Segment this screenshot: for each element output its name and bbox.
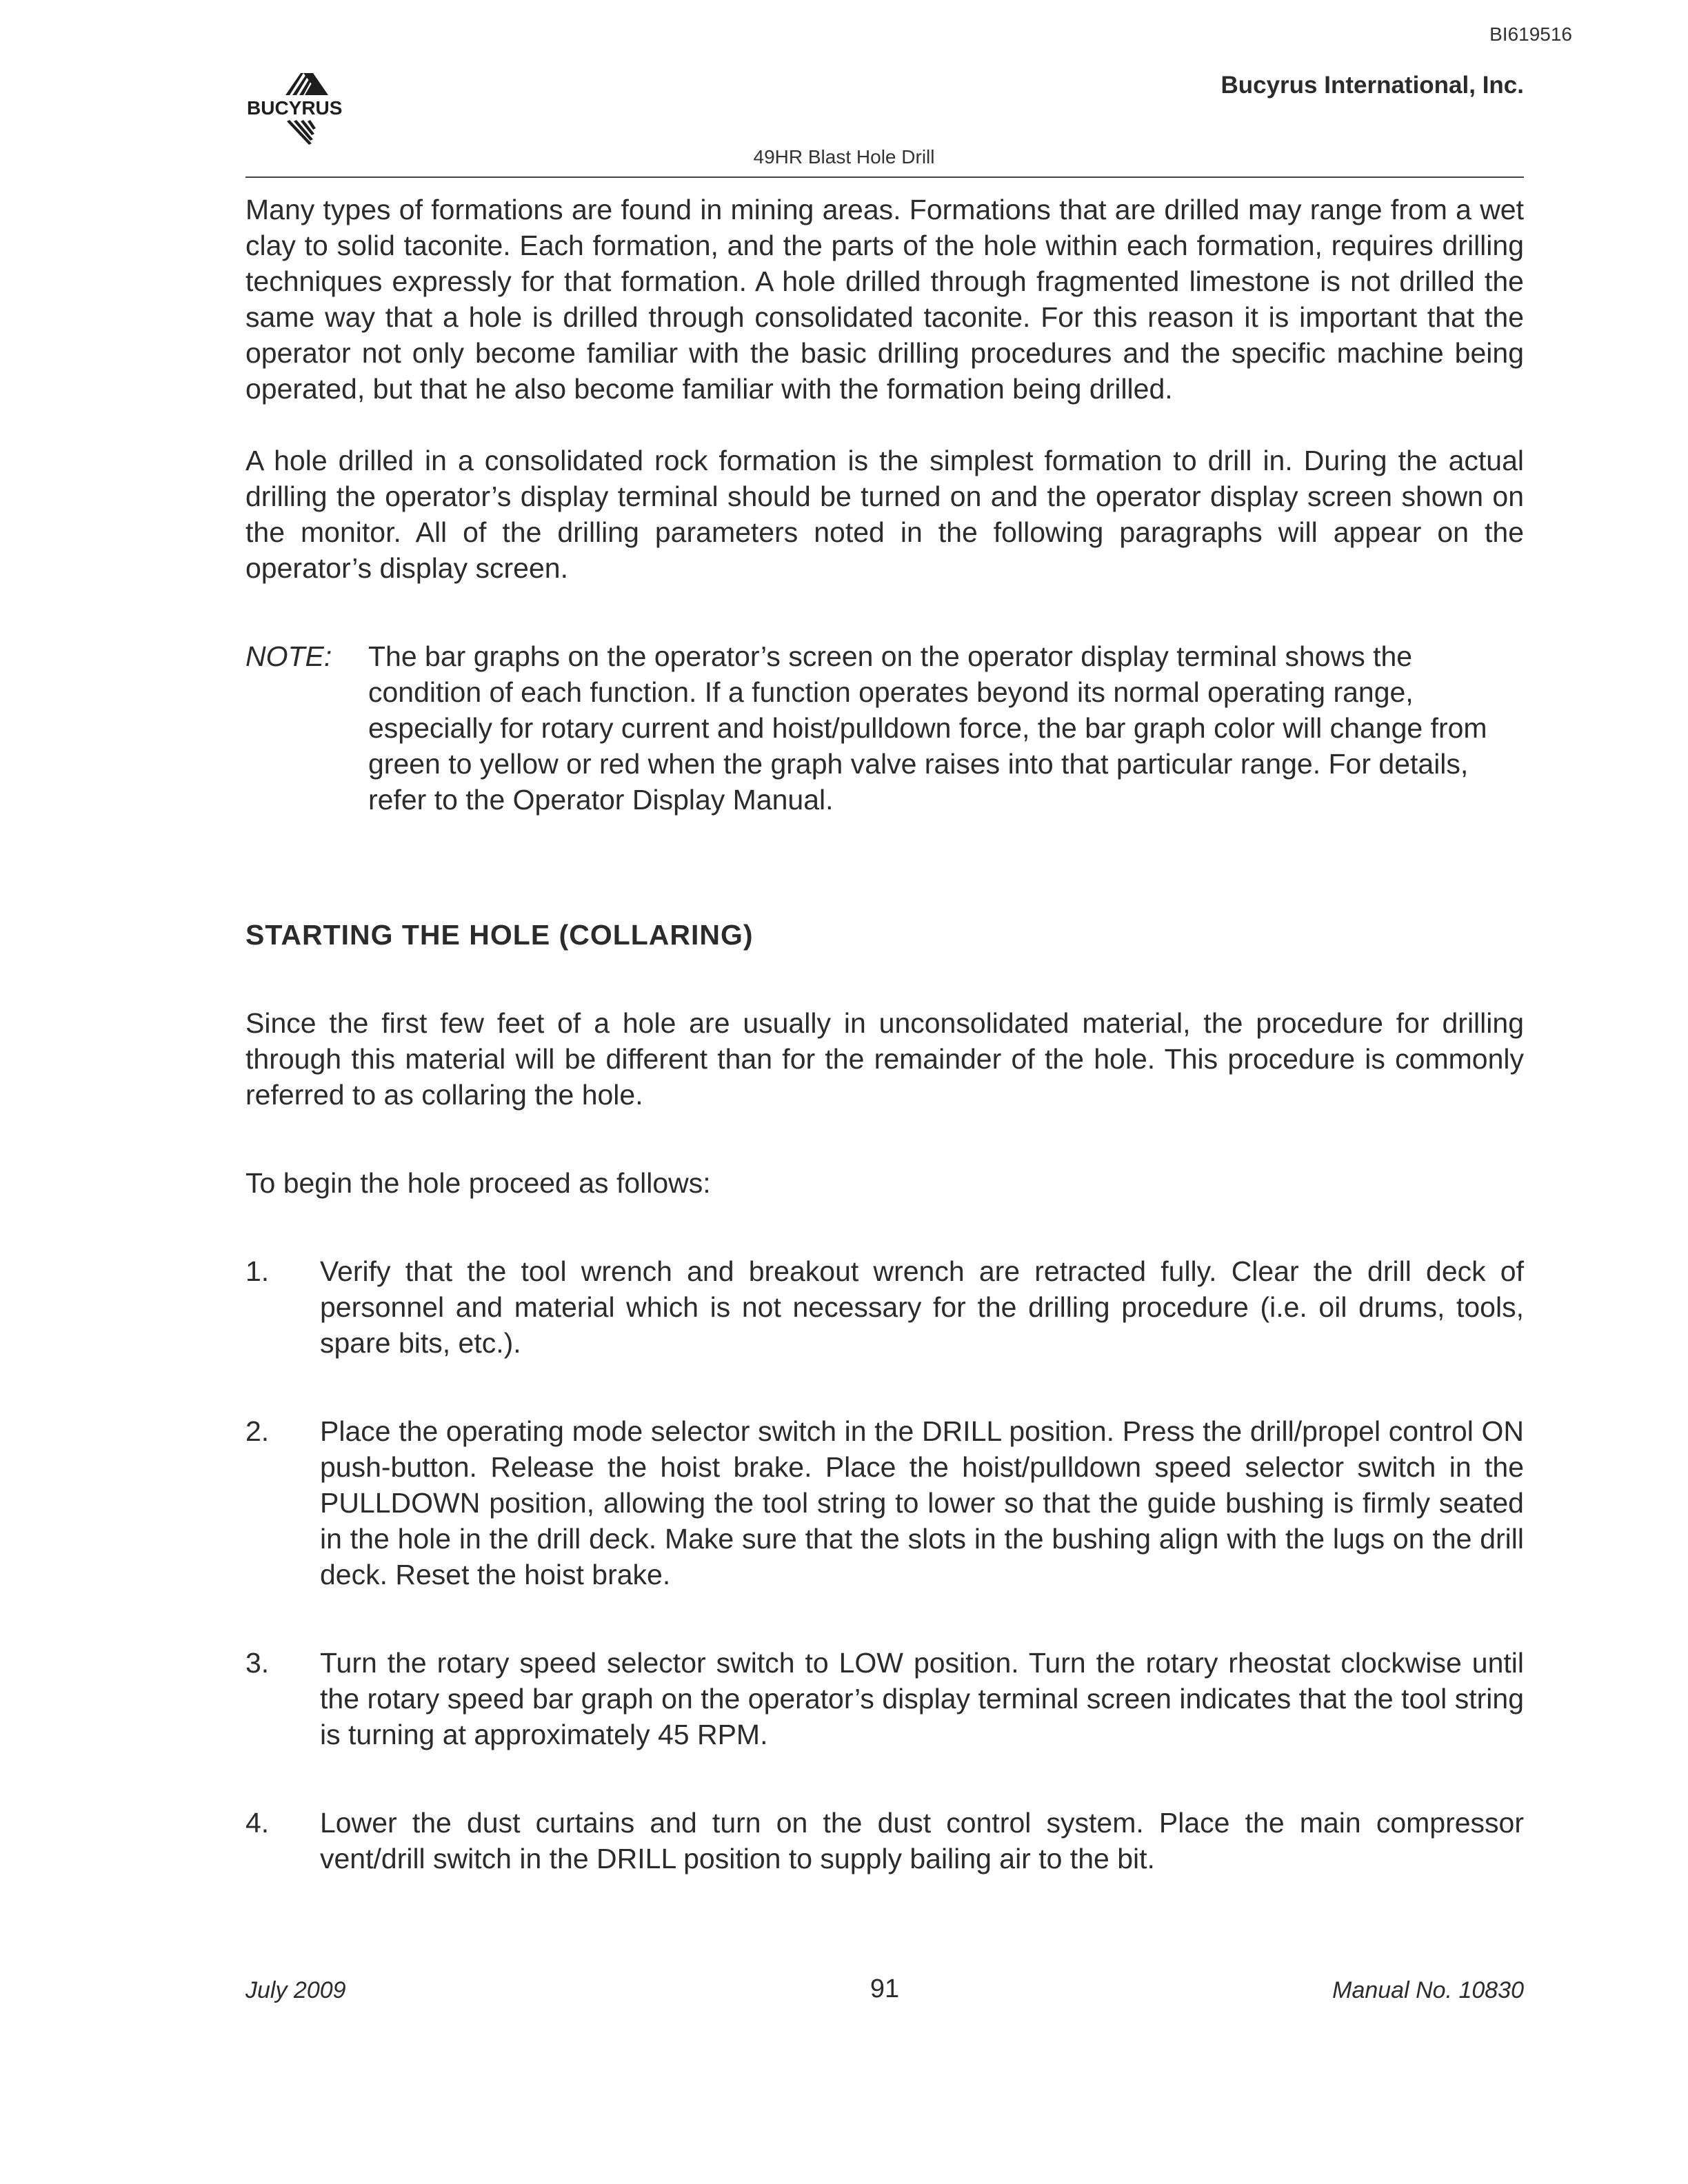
step-text: Lower the dust curtains and turn on the dust control system. Place the main compressor vent/drill switch in the DRILL position to supply bailing air to the bit. — [320, 1807, 1524, 1874]
note-label: NOTE: — [245, 640, 332, 672]
logo-wordmark: BUCYRUS — [247, 97, 343, 119]
manual-number: Manual No. 10830 — [1332, 1977, 1524, 2003]
document-id: BI619516 — [1489, 23, 1572, 45]
company-name: Bucyrus International, Inc. — [1220, 72, 1524, 99]
paragraph-consolidated-rock: A hole drilled in a consolidated rock formation is the simplest formation to drill in. During the actual drilling the operator’s display terminal should be turned on and the operator display screen shown on the monitor. All of the drilling parameters noted in the following paragraphs will appear on the operator’s display screen. — [245, 445, 1524, 584]
paragraph-begin: To begin the hole proceed as follows: — [245, 1167, 711, 1199]
list-item — [245, 1805, 1524, 1877]
paragraph-collaring: Since the first few feet of a hole are usually in unconsolidated material, the procedure for drilling through this material will be different than for the remainder of the hole. This procedure is commonly referred to as collaring the hole. — [245, 1007, 1524, 1111]
step-number: 2. — [245, 1415, 270, 1447]
page-content — [245, 192, 1524, 1929]
step-number: 1. — [245, 1255, 270, 1287]
note-text: The bar graphs on the operator’s screen on the operator display terminal shows the condition of each function. If a function operates beyond its normal operating range, especially for rotary current and hoist/pulldown force, the bar graph color will change from green to yellow or red when the graph valve raises into that particular range. For details, refer to the Operator Display Manual. — [368, 640, 1487, 816]
page-footer — [245, 1974, 1524, 2012]
step-number: 3. — [245, 1647, 270, 1679]
step-number: 4. — [245, 1807, 270, 1839]
paragraph-formations: Many types of formations are found in mining areas. Formations that are drilled may range from a wet clay to solid taconite. Each formation, and the parts of the hole within each formation, requires drilling techniques expressly for that formation. A hole drilled through fragmented limestone is not drilled the same way that a hole is drilled through consolidated taconite. For this reason it is important that the operator not only become familiar with the basic drilling procedures and the specific machine being operated, but that he also become familiar with the formation being drilled. — [245, 194, 1524, 405]
document-subtitle: 49HR Blast Hole Drill — [753, 146, 935, 168]
step-text: Turn the rotary speed selector switch to LOW position. Turn the rotary rheostat clockwise until the rotary speed bar graph on the operator’s display terminal screen indicates that the tool string is turning at approximately 45 RPM. — [320, 1647, 1524, 1750]
list-item — [245, 1253, 1524, 1361]
note-block — [245, 638, 1524, 818]
step-text: Place the operating mode selector switch in the DRILL position. Press the drill/propel control ON push-button. Release the hoist brake. Place the hoist/pulldown speed selector switch in the PULLDOWN position, allowing the tool string to lower so that the guide bushing is firmly seated in the hole in the drill deck. Make sure that the slots in the bushing align with the lugs on the drill deck. Reset the hoist brake. — [320, 1415, 1524, 1590]
list-item — [245, 1413, 1524, 1593]
footer-date: July 2009 — [245, 1977, 346, 2003]
section-heading: STARTING THE HOLE (COLLARING) — [245, 919, 754, 951]
page-number: 91 — [870, 1974, 900, 2003]
header-divider — [245, 176, 1524, 178]
bucyrus-logo — [245, 68, 370, 150]
list-item — [245, 1645, 1524, 1752]
step-text: Verify that the tool wrench and breakout wrench are retracted fully. Clear the drill deck of personnel and material which is not necessary for the drilling procedure (i.e. oil drums, tools, spare bits, etc.). — [320, 1255, 1524, 1359]
